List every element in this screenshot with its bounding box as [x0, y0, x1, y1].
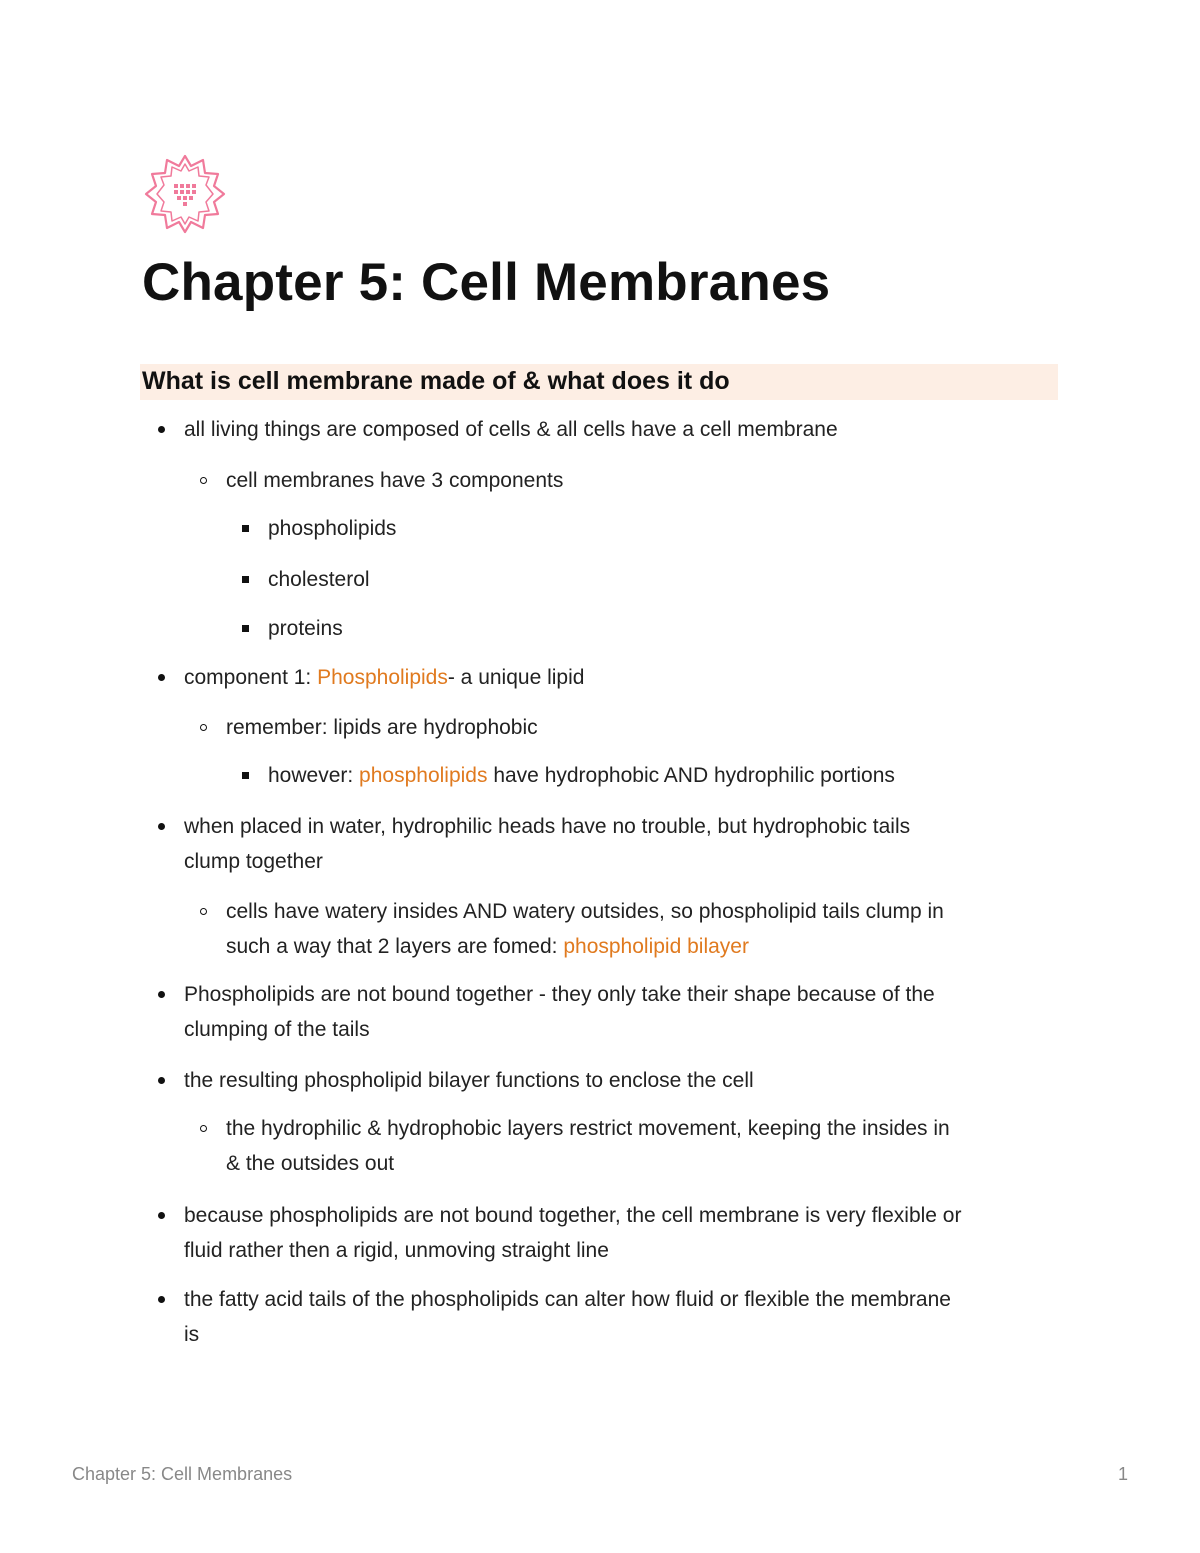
list-item: component 1: Phospholipids- a unique lipid — [184, 660, 584, 695]
list-item: all living things are composed of cells & all cells have a cell membrane — [184, 412, 838, 447]
bullet-circle-icon — [200, 1125, 207, 1132]
bullet-square-icon — [242, 625, 249, 632]
flower-badge-icon — [143, 152, 227, 236]
list-item: the resulting phospholipid bilayer functions to enclose the cell — [184, 1063, 754, 1098]
list-item: proteins — [268, 611, 343, 646]
bullet-square-icon — [242, 525, 249, 532]
bullet-dot-icon — [158, 674, 165, 681]
list-item: however: phospholipids have hydrophobic AND hydrophilic portions — [268, 758, 895, 793]
bullet-square-icon — [242, 576, 249, 583]
section-heading: What is cell membrane made of & what does it do — [140, 364, 1058, 400]
list-item: because phospholipids are not bound together, the cell membrane is very flexible or fluid rather then a rigid, unmoving straight line — [184, 1198, 1084, 1268]
bullet-dot-icon — [158, 1077, 165, 1084]
footer-page-number: 1 — [1118, 1464, 1129, 1484]
highlight-term: phospholipids — [359, 764, 488, 787]
highlight-term: Phospholipids — [317, 666, 448, 689]
list-item: cells have watery insides AND watery outsides, so phospholipid tails clump in such a way that 2 layers are fomed: phospholipid bilayer — [226, 894, 1066, 964]
list-item: when placed in water, hydrophilic heads have no trouble, but hydrophobic tails clump together — [184, 809, 1044, 879]
highlight-term: phospholipid bilayer — [563, 935, 749, 958]
list-item: phospholipids — [268, 511, 396, 546]
list-item: the hydrophilic & hydrophobic layers restrict movement, keeping the insides in & the outsides out — [226, 1111, 1066, 1181]
footer-title: Chapter 5: Cell Membranes — [72, 1464, 293, 1484]
list-item: cell membranes have 3 components — [226, 463, 563, 498]
bullet-dot-icon — [158, 1296, 165, 1303]
bullet-circle-icon — [200, 908, 207, 915]
bullet-circle-icon — [200, 724, 207, 731]
list-item: remember: lipids are hydrophobic — [226, 710, 538, 745]
bullet-dot-icon — [158, 991, 165, 998]
list-item: cholesterol — [268, 562, 370, 597]
bullet-circle-icon — [200, 477, 207, 484]
bullet-dot-icon — [158, 426, 165, 433]
list-item: Phospholipids are not bound together - they only take their shape because of the clumping of the tails — [184, 977, 1064, 1047]
bullet-dot-icon — [158, 1212, 165, 1219]
bullet-dot-icon — [158, 823, 165, 830]
list-item: the fatty acid tails of the phospholipids can alter how fluid or flexible the membrane is — [184, 1282, 1084, 1352]
page-title: Chapter 5: Cell Membranes — [142, 253, 831, 312]
bullet-square-icon — [242, 772, 249, 779]
